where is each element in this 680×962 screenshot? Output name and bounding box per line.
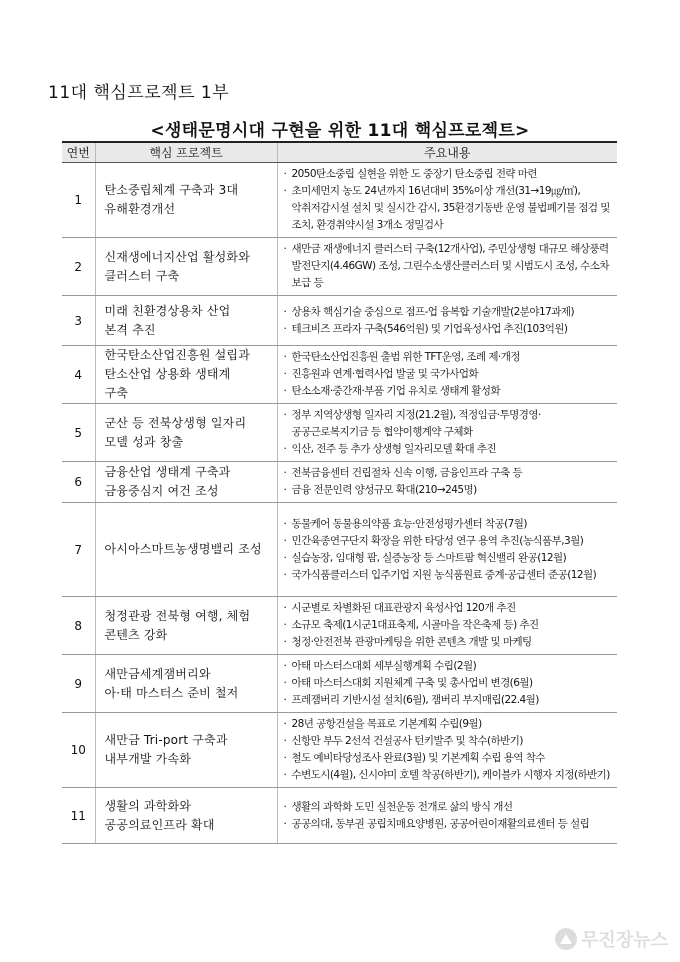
- project-name-line: 탄소산업 상용화 생태계: [104, 367, 231, 381]
- row-number: 3: [62, 296, 95, 346]
- row-number: 8: [62, 597, 95, 655]
- detail-item: · 민간육종연구단지 확장을 위한 타당성 연구 용역 추진(농식품부,3월): [284, 533, 616, 550]
- project-name-line: 청정관광 전북형 여행, 체험: [104, 608, 251, 623]
- project-name-line: 탄소중립체계 구축과 3대: [104, 183, 239, 197]
- project-name-line: 새만금 Tri-port 구축과: [104, 733, 228, 747]
- project-name-line: 모델 성과 창출: [104, 434, 184, 449]
- table-row: [62, 655, 617, 713]
- detail-list: [284, 465, 616, 499]
- table-row: [62, 404, 617, 462]
- document-title: <생태문명시대 구현을 위한 11대 핵심프로젝트>: [150, 121, 530, 141]
- row-number: 5: [62, 404, 95, 462]
- project-name: [95, 788, 277, 844]
- project-name: [95, 404, 277, 462]
- project-name-line: 유해환경개선: [104, 202, 176, 216]
- detail-item: · 소규모 축제(1시군1대표축제, 시골마을 작은축제 등) 추진: [284, 617, 616, 634]
- project-details: [277, 346, 617, 404]
- project-name: [95, 296, 277, 346]
- project-details: [277, 462, 617, 503]
- project-name: [95, 346, 277, 404]
- project-name: [95, 163, 277, 238]
- detail-item: · 아태 마스터스대회 지원체계 구축 및 총사업비 변경(6월): [284, 675, 616, 692]
- detail-item: · 실습농장, 임대형 팜, 실증농장 등 스마트팜 혁신밸리 완공(12월): [284, 550, 616, 567]
- detail-item: · 철도 예비타당성조사 완료(3월) 및 기본계획 수립 용역 착수: [284, 750, 616, 767]
- project-name-line: 금융산업 생태계 구축과: [104, 465, 231, 479]
- projects-table: [62, 141, 617, 844]
- detail-item: · 아태 마스터스대회 세부실행계획 수립(2월): [284, 658, 616, 675]
- detail-item: · 시군별로 차별화된 대표관광지 육성사업 120개 추진: [284, 600, 616, 617]
- project-name-line: 미래 친환경상용차 산업: [104, 303, 231, 318]
- detail-list: [284, 166, 616, 234]
- project-name: [95, 713, 277, 788]
- row-number: 6: [62, 462, 95, 503]
- row-number: 7: [62, 503, 95, 597]
- project-name-line: 구축: [104, 386, 129, 400]
- header-number: 연번: [62, 142, 95, 163]
- detail-item: · 새만금 재생에너지 클러스터 구축(12개사업), 주민상생형 대규모 해상풍력 발전단지(4.46GW) 조성, 그린수소생산클러스터 및 시범도시 조성, 수소차 보급 등: [284, 241, 616, 292]
- detail-item: · 동물케어 동물용의약품 효능·안전성평가센터 착공(7월): [284, 516, 616, 533]
- project-details: [277, 163, 617, 238]
- detail-item: · 상용차 핵심기술 중심으로 점프-업 융복합 기술개발(2분야17과제): [284, 304, 616, 321]
- project-name: [95, 462, 277, 503]
- project-name-line: 본격 추진: [104, 322, 156, 337]
- row-number: 11: [62, 788, 95, 844]
- project-name: [95, 503, 277, 597]
- table-row: [62, 163, 617, 238]
- project-name-line: 클러스터 구축: [104, 268, 180, 283]
- table-row: [62, 346, 617, 404]
- table-row: [62, 597, 617, 655]
- project-details: [277, 404, 617, 462]
- detail-item: · 28년 공항건설을 목표로 기본계획 수립(9월): [284, 716, 616, 733]
- detail-item: · 초미세먼지 농도 24년까지 16년대비 35%이상 개선(31→19㎍/㎥), 악취저감시설 설치 및 실시간 감시, 35환경기동반 운영 불법폐기물 점검 및 조치, 환경취약시설 3개소 정밀검사: [284, 183, 616, 234]
- detail-item: · 정부 지역상생형 일자리 지정(21.2월), 적정임금·투명경영·공공근로복지기금 등 협약이행계약 구체화: [284, 407, 616, 441]
- detail-list: [284, 349, 616, 400]
- table-row: [62, 713, 617, 788]
- header-project: 핵심 프로젝트: [95, 142, 277, 163]
- detail-item: · 탄소소재·중간재·부품 기업 유치로 생태계 활성화: [284, 383, 616, 400]
- detail-item: · 신항만 부두 2선석 건설공사 턴키발주 및 착수(하반기): [284, 733, 616, 750]
- detail-item: · 진흥원과 연계·협력사업 발굴 및 국가사업화: [284, 366, 616, 383]
- project-name-line: 내부개발 가속화: [104, 752, 192, 766]
- detail-list: [284, 304, 616, 338]
- detail-list: [284, 241, 616, 292]
- detail-list: [284, 407, 616, 458]
- project-details: [277, 238, 617, 296]
- table-row: [62, 462, 617, 503]
- project-details: [277, 296, 617, 346]
- table-header-row: [62, 142, 617, 163]
- project-details: [277, 655, 617, 713]
- project-name-line: 한국탄소산업진흥원 설립과: [104, 348, 251, 362]
- detail-item: · 청정·안전전북 관광마케팅을 위한 콘텐츠 개발 및 마케팅: [284, 634, 616, 651]
- detail-item: · 전북금융센터 건립절차 신속 이행, 금융인프라 구축 등: [284, 465, 616, 482]
- detail-list: [284, 600, 616, 651]
- table-row: [62, 503, 617, 597]
- project-name: [95, 655, 277, 713]
- detail-item: · 2050탄소중립 실현을 위한 도 중장기 탄소중립 전략 마련: [284, 166, 616, 183]
- row-number: 2: [62, 238, 95, 296]
- project-name-line: 군산 등 전북상생형 일자리: [104, 415, 247, 430]
- row-number: 4: [62, 346, 95, 404]
- project-name-line: 신재생에너지산업 활성화와: [104, 249, 251, 264]
- detail-list: [284, 516, 616, 584]
- table-row: [62, 296, 617, 346]
- detail-item: · 한국탄소산업진흥원 출범 위한 TFT운영, 조례 제·개정: [284, 349, 616, 366]
- row-number: 1: [62, 163, 95, 238]
- detail-item: · 테크비즈 프라자 구축(546억원) 및 기업육성사업 추진(103억원): [284, 321, 616, 338]
- project-details: [277, 503, 617, 597]
- project-name-line: 아시아스마트농생명밸리 조성: [104, 542, 262, 556]
- project-details: [277, 713, 617, 788]
- project-name-line: 새만금세계잼버리와: [104, 666, 211, 681]
- project-details: [277, 597, 617, 655]
- header-details: 주요내용: [277, 142, 617, 163]
- detail-list: [284, 658, 616, 709]
- detail-item: · 생활의 과학화 도민 실천운동 전개로 삶의 방식 개선: [284, 799, 616, 816]
- project-name-line: 금융중심지 여건 조성: [104, 484, 219, 498]
- project-name: [95, 597, 277, 655]
- table-row: [62, 238, 617, 296]
- mountain-logo-icon: [555, 928, 577, 950]
- detail-item: · 국가식품클러스터 입주기업 지원 농식품원료 중계·공급센터 준공(12월): [284, 567, 616, 584]
- watermark: [555, 926, 668, 952]
- project-name-line: 생활의 과학화와: [104, 798, 192, 813]
- project-name-line: 콘텐츠 강화: [104, 627, 168, 642]
- detail-item: · 수변도시(4월), 신시야미 호텔 착공(하반기), 케이블카 시행자 지정(하반기): [284, 767, 616, 784]
- detail-item: · 공공의대, 동부권 공립치매요양병원, 공공어린이재활의료센터 등 설립: [284, 816, 616, 833]
- project-name: [95, 238, 277, 296]
- project-name-line: 아·태 마스터스 준비 철저: [104, 685, 239, 700]
- row-number: 9: [62, 655, 95, 713]
- project-name-line: 공공의료인프라 확대: [104, 817, 215, 832]
- detail-list: [284, 716, 616, 784]
- detail-item: · 프레잼버리 기반시설 설치(6월), 잼버리 부지매립(22.4월): [284, 692, 616, 709]
- detail-item: · 익산, 전주 등 추가 상생형 일자리모델 확대 추진: [284, 441, 616, 458]
- section-heading: 11대 핵심프로젝트 1부: [48, 83, 230, 103]
- project-details: [277, 788, 617, 844]
- table-row: [62, 788, 617, 844]
- watermark-text: 무진장뉴스: [581, 930, 668, 951]
- row-number: 10: [62, 713, 95, 788]
- detail-item: · 금융 전문인력 양성규모 확대(210→245명): [284, 482, 616, 499]
- detail-list: [284, 799, 616, 833]
